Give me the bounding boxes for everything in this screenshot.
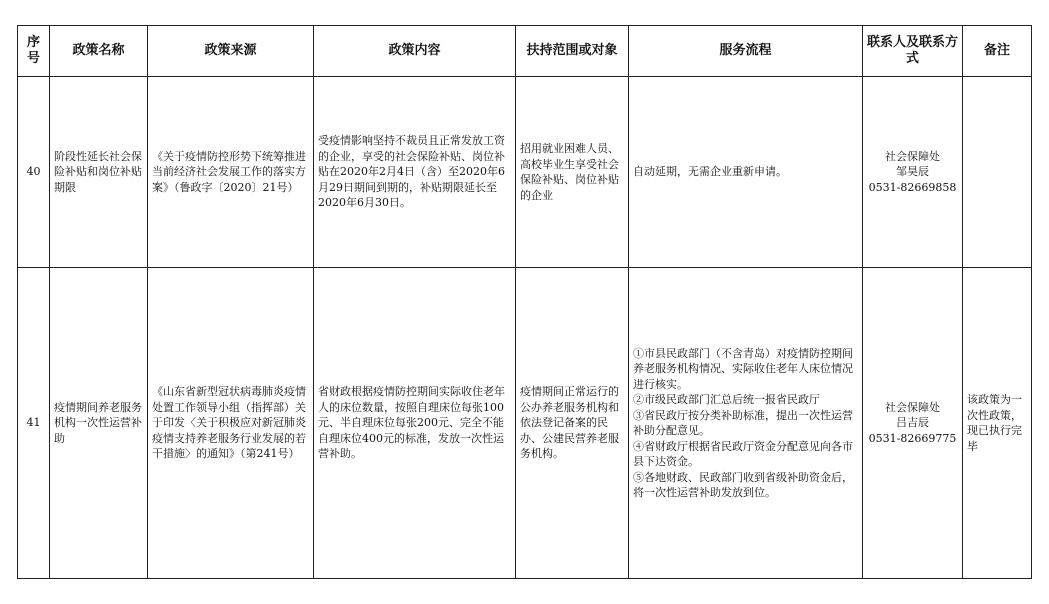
row-policy-name: 疫情期间养老服务机构一次性运营补助	[50, 268, 148, 579]
row-support-scope: 招用就业困难人员、高校毕业生享受社会保险补贴、岗位补贴的企业	[516, 77, 629, 268]
header-contact: 联系人及联系方式	[863, 26, 963, 77]
header-policy-content: 政策内容	[314, 26, 516, 77]
row-policy-source: 《山东省新型冠状病毒肺炎疫情处置工作领导小组（指挥部）关于印发〈关于积极应对新冠肺炎疫情支持养老服务行业发展的若干措施〉的通知》（第241号）	[148, 268, 314, 579]
row-remark: 该政策为一次性政策，现已执行完毕	[963, 268, 1032, 579]
header-remark: 备注	[963, 26, 1032, 77]
row-policy-content: 省财政根据疫情防控期间实际收住老年人的床位数量，按照自理床位每张100元、半自理床位每张200元、完全不能自理床位400元的标准，发放一次性运营补助。	[314, 268, 516, 579]
header-policy-source: 政策来源	[148, 26, 314, 77]
table-header-row	[18, 26, 1032, 77]
row-remark	[963, 77, 1032, 268]
row-policy-content: 受疫情影响坚持不裁员且正常发放工资的企业，享受的社会保险补贴、岗位补贴在2020年2月4日（含）至2020年6月29日期间到期的，补贴期限延长至2020年6月30日。	[314, 77, 516, 268]
header-policy-name: 政策名称	[50, 26, 148, 77]
row-policy-source: 《关于疫情防控形势下统筹推进当前经济社会发展工作的落实方案》（鲁政字〔2020〕21号）	[148, 77, 314, 268]
row-service-process: ①市县民政部门（不含青岛）对疫情防控期间养老服务机构情况、实际收住老年人床位情况进行核实。 ②市级民政部门汇总后统一报省民政厅 ③省民政厅按分类补助标准，提出一次性运营补助分配意见。 ④省财政厅根据省民政厅资金分配意见向各市县下达资金。 ⑤各地财政、民政部门收到省级补助资金后，将一次性运营补助发放到位。	[629, 268, 863, 579]
table-row	[18, 77, 1032, 268]
header-support-scope: 扶持范围或对象	[516, 26, 629, 77]
row-support-scope: 疫情期间正常运行的公办养老服务机构和依法登记备案的民办、公建民营养老服务机构。	[516, 268, 629, 579]
row-contact: 社会保障处 吕吉辰 0531-82669775	[863, 268, 963, 579]
row-no: 41	[18, 268, 50, 579]
policy-table	[17, 25, 1032, 579]
row-policy-name: 阶段性延长社会保险补贴和岗位补贴期限	[50, 77, 148, 268]
row-contact: 社会保障处 邹昊辰 0531-82669858	[863, 77, 963, 268]
row-service-process: 自动延期，无需企业重新申请。	[629, 77, 863, 268]
table-row	[18, 268, 1032, 579]
header-service-process: 服务流程	[629, 26, 863, 77]
row-no: 40	[18, 77, 50, 268]
header-no: 序号	[18, 26, 50, 77]
